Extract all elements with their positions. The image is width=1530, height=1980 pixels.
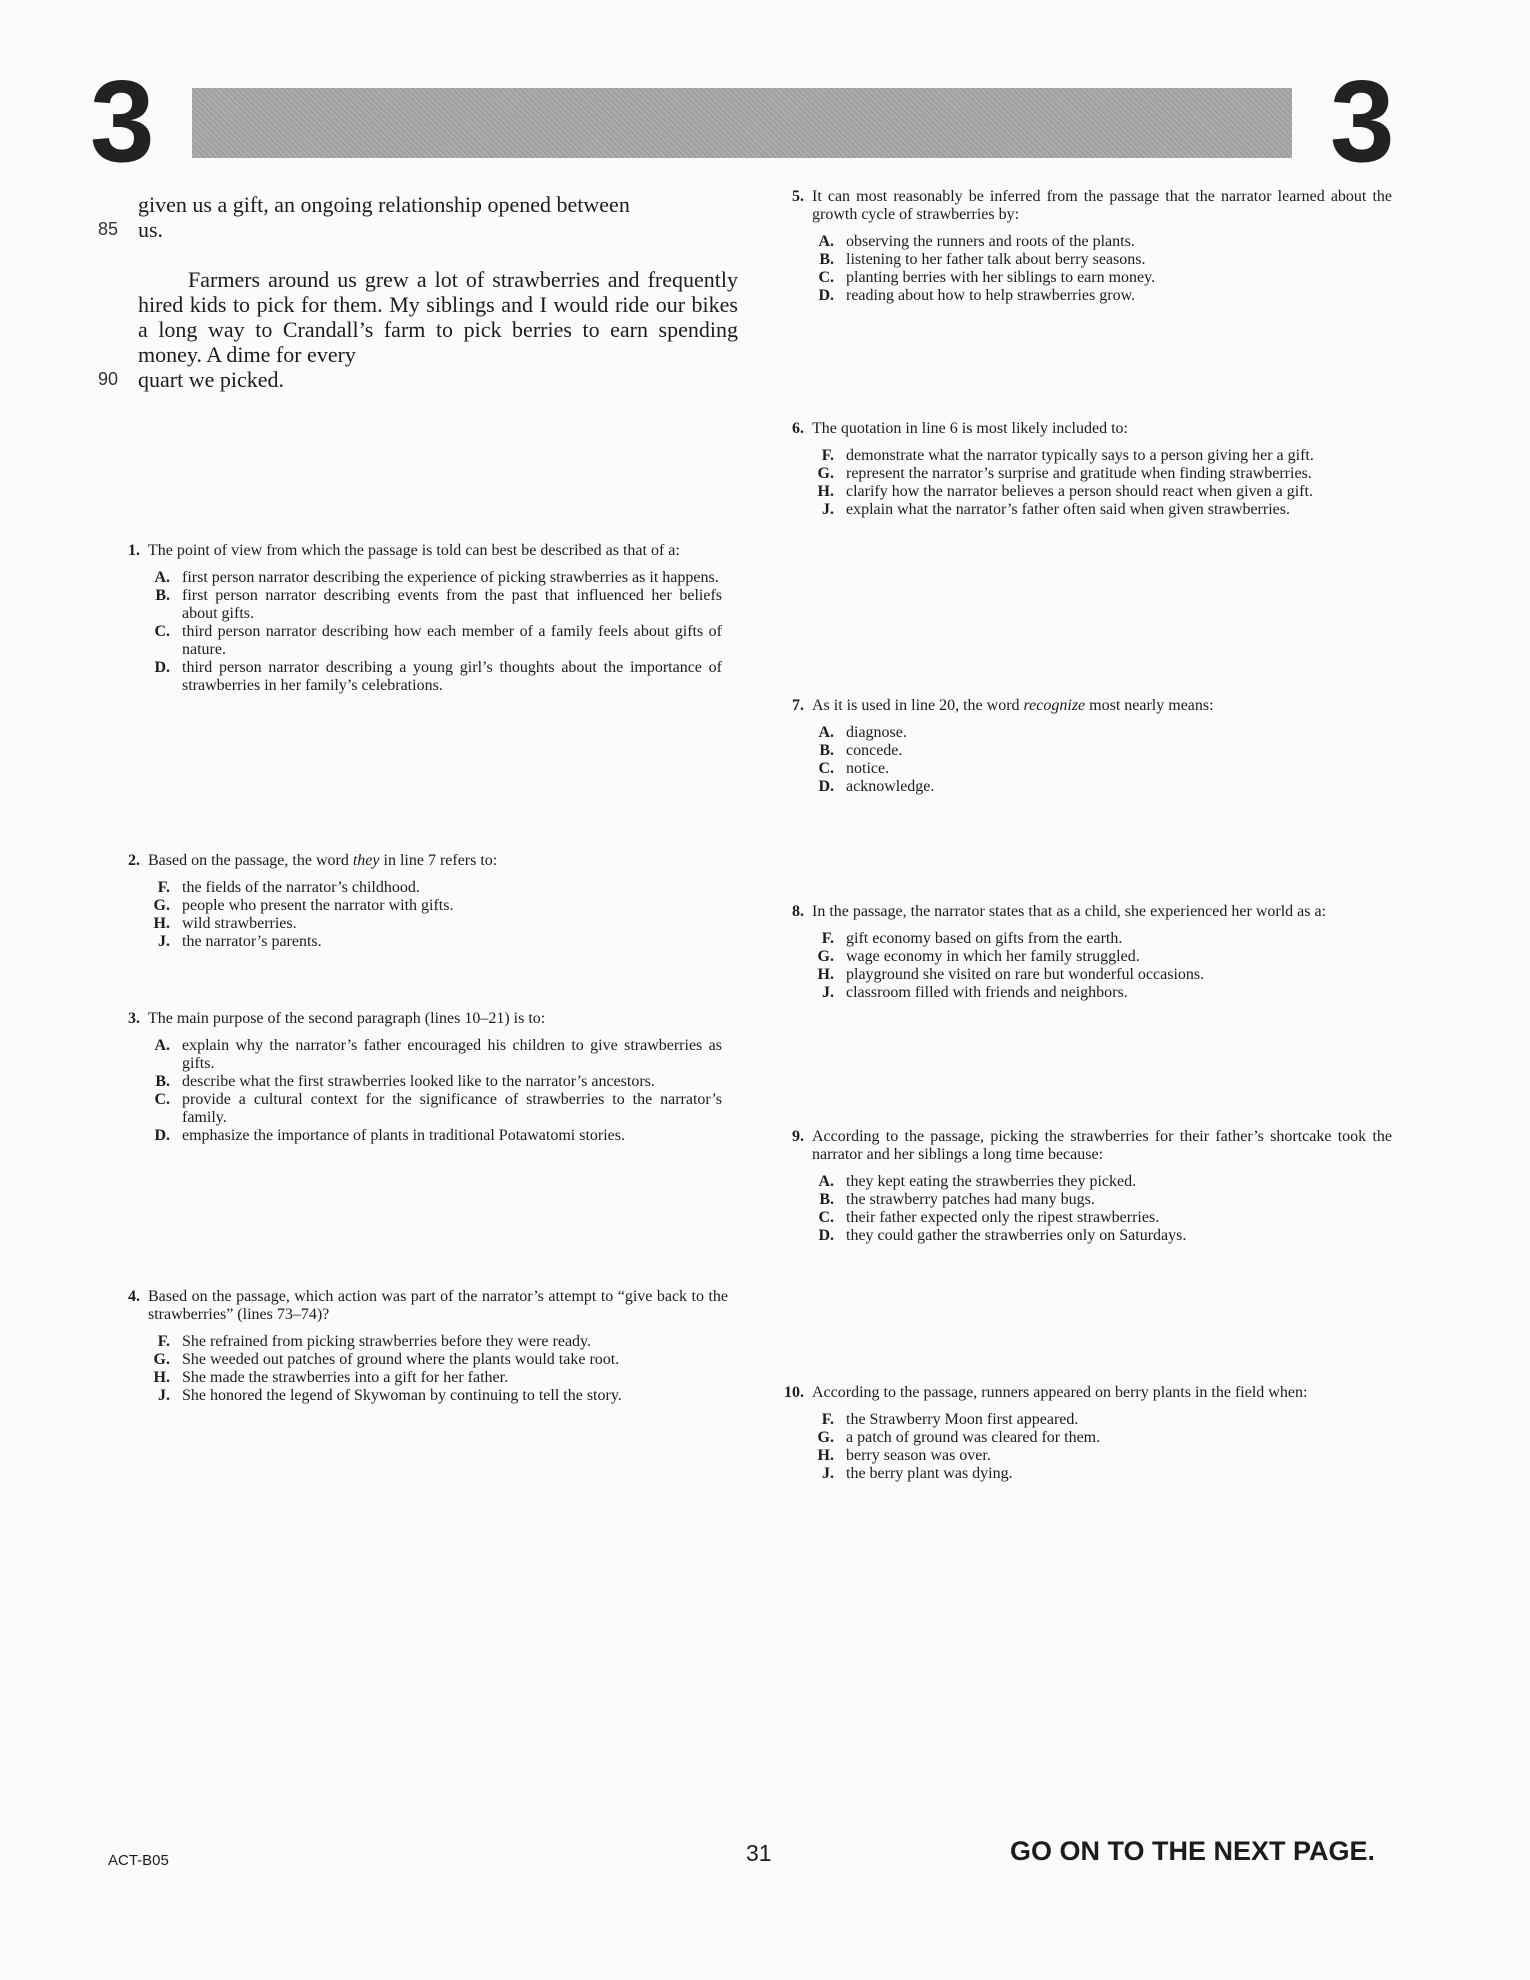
option-letter: B. [819, 742, 834, 759]
passage-line [98, 367, 728, 392]
option-text: first person narrator describing events from the past that influenced her beliefs about gifts. [182, 587, 722, 622]
question-stem: Based on the passage, the word they in line 7 refers to: [148, 852, 498, 869]
question-4 [108, 1288, 728, 1405]
option-text: describe what the first strawberries looked like to the narrator’s ancestors. [182, 1073, 655, 1090]
answer-option-C[interactable] [772, 1209, 1392, 1227]
question-7 [772, 697, 1392, 796]
option-letter: B. [819, 251, 834, 268]
option-text: represent the narrator’s surprise and gratitude when finding strawberries. [846, 465, 1312, 482]
option-letter: J. [158, 1387, 170, 1404]
option-letter: C. [154, 623, 170, 640]
answer-option-C[interactable] [772, 269, 1392, 287]
passage-paragraph [108, 267, 738, 367]
answer-option-H[interactable] [772, 966, 1392, 984]
option-letter: C. [154, 1091, 170, 1108]
answer-options [108, 569, 728, 695]
question-9 [772, 1128, 1392, 1245]
option-letter: D. [154, 1127, 170, 1144]
option-letter: B. [155, 1073, 170, 1090]
option-text: She weeded out patches of ground where the plants would take root. [182, 1351, 620, 1368]
option-text: their father expected only the ripest strawberries. [846, 1209, 1160, 1226]
question-3 [108, 1010, 728, 1145]
answer-option-B[interactable] [772, 1191, 1392, 1209]
option-text: explain why the narrator’s father encouraged his children to give strawberries as gifts. [182, 1037, 722, 1072]
answer-option-B[interactable] [772, 742, 1392, 760]
question-number: 6. [792, 420, 804, 437]
option-text: reading about how to help strawberries grow. [846, 287, 1136, 304]
section-number-right: 3 [1330, 56, 1395, 186]
answer-option-H[interactable] [108, 1369, 728, 1387]
answer-options [772, 1173, 1392, 1245]
section-header-bar [192, 88, 1292, 158]
option-text: they could gather the strawberries only on Saturdays. [846, 1227, 1187, 1244]
section-number-left: 3 [90, 56, 155, 186]
answer-option-D[interactable] [108, 659, 728, 695]
answer-option-F[interactable] [772, 447, 1392, 465]
question-stem: The quotation in line 6 is most likely included to: [812, 420, 1128, 437]
answer-option-G[interactable] [108, 1351, 728, 1369]
option-letter: A. [818, 233, 834, 250]
option-text: playground she visited on rare but wonderful occasions. [846, 966, 1205, 983]
answer-option-F[interactable] [108, 879, 728, 897]
option-letter: G. [153, 897, 170, 914]
answer-option-F[interactable] [772, 930, 1392, 948]
question-1 [108, 542, 728, 695]
option-text: a patch of ground was cleared for them. [846, 1429, 1101, 1446]
option-letter: A. [154, 1037, 170, 1054]
option-letter: H. [817, 1447, 834, 1464]
answer-option-C[interactable] [772, 760, 1392, 778]
answer-option-D[interactable] [772, 1227, 1392, 1245]
option-letter: F. [821, 1411, 834, 1428]
answer-options [772, 930, 1392, 1002]
answer-option-J[interactable] [772, 501, 1392, 519]
question-number: 7. [792, 697, 804, 714]
answer-option-A[interactable] [772, 1173, 1392, 1191]
option-letter: D. [154, 659, 170, 676]
answer-option-A[interactable] [108, 1037, 728, 1073]
option-text: emphasize the importance of plants in traditional Potawatomi stories. [182, 1127, 625, 1144]
question-number: 1. [128, 542, 140, 559]
question-stem: According to the passage, runners appeared on berry plants in the field when: [812, 1384, 1308, 1401]
option-text: people who present the narrator with gifts. [182, 897, 454, 914]
answer-option-D[interactable] [772, 287, 1392, 305]
question-stem: According to the passage, picking the strawberries for their father’s shortcake took the narrator and her siblings a long time because: [812, 1128, 1392, 1163]
question-number: 3. [128, 1010, 140, 1027]
option-letter: H. [153, 915, 170, 932]
option-text: explain what the narrator’s father often said when given strawberries. [846, 501, 1290, 518]
answer-options [108, 1037, 728, 1145]
question-8 [772, 903, 1392, 1002]
option-letter: A. [154, 569, 170, 586]
option-letter: F. [157, 879, 170, 896]
test-form-code: ACT-B05 [108, 1852, 169, 1869]
answer-option-F[interactable] [108, 1333, 728, 1351]
answer-option-B[interactable] [108, 587, 728, 623]
passage-text: us. [138, 217, 164, 242]
option-letter: F. [821, 447, 834, 464]
option-text: classroom filled with friends and neighbors. [846, 984, 1128, 1001]
question-stem: It can most reasonably be inferred from the passage that the narrator learned about the growth cycle of strawberries by: [812, 188, 1392, 223]
answer-option-J[interactable] [108, 933, 728, 951]
option-text: notice. [846, 760, 890, 777]
answer-option-A[interactable] [108, 569, 728, 587]
question-stem: In the passage, the narrator states that as a child, she experienced her world as a: [812, 903, 1327, 920]
question-stem: Based on the passage, which action was part of the narrator’s attempt to “give back to the strawberries” (lines 73–74)? [148, 1288, 728, 1323]
answer-option-C[interactable] [108, 1091, 728, 1127]
option-letter: G. [817, 465, 834, 482]
option-text: berry season was over. [846, 1447, 991, 1464]
question-number: 4. [128, 1288, 140, 1305]
answer-option-G[interactable] [772, 465, 1392, 483]
passage-text: Farmers around us grew a lot of strawberries and frequently hired kids to pick for them. My siblings and I would ride our bikes a long way to Crandall’s farm to pick berries to earn spending money. A dime for every [138, 267, 738, 367]
answer-option-H[interactable] [108, 915, 728, 933]
answer-option-D[interactable] [772, 778, 1392, 796]
option-text: provide a cultural context for the significance of strawberries to the narrator’s family. [182, 1091, 722, 1126]
question-stem: As it is used in line 20, the word recognize most nearly means: [812, 697, 1214, 714]
option-text: the berry plant was dying. [846, 1465, 1013, 1482]
question-number: 5. [792, 188, 804, 205]
option-text: third person narrator describing a young girl’s thoughts about the importance of strawberries in her family’s celebrations. [182, 659, 722, 694]
option-letter: F. [157, 1333, 170, 1350]
answer-option-B[interactable] [108, 1073, 728, 1091]
option-text: wild strawberries. [182, 915, 297, 932]
option-text: first person narrator describing the experience of picking strawberries as it happens. [182, 569, 719, 586]
option-text: they kept eating the strawberries they picked. [846, 1173, 1137, 1190]
answer-option-G[interactable] [772, 948, 1392, 966]
question-5 [772, 188, 1392, 305]
option-letter: J. [822, 1465, 834, 1482]
option-text: demonstrate what the narrator typically says to a person giving her a gift. [846, 447, 1314, 464]
option-text: the narrator’s parents. [182, 933, 322, 950]
answer-option-A[interactable] [772, 233, 1392, 251]
answer-options [108, 1333, 728, 1405]
answer-option-J[interactable] [108, 1387, 728, 1405]
option-text: planting berries with her siblings to earn money. [846, 269, 1156, 286]
answer-option-F[interactable] [772, 1411, 1392, 1429]
option-text: wage economy in which her family struggled. [846, 948, 1140, 965]
option-text: observing the runners and roots of the plants. [846, 233, 1135, 250]
option-letter: H. [817, 966, 834, 983]
option-letter: B. [819, 1191, 834, 1208]
option-letter: G. [817, 948, 834, 965]
option-text: diagnose. [846, 724, 907, 741]
option-text: the strawberry patches had many bugs. [846, 1191, 1095, 1208]
line-number: 85 [98, 219, 119, 239]
answer-option-A[interactable] [772, 724, 1392, 742]
option-text: listening to her father talk about berry seasons. [846, 251, 1146, 268]
answer-option-D[interactable] [108, 1127, 728, 1145]
question-stem: The point of view from which the passage is told can best be described as that of a: [148, 542, 680, 559]
option-letter: C. [818, 1209, 834, 1226]
question-number: 2. [128, 852, 140, 869]
question-number: 9. [792, 1128, 804, 1145]
option-letter: A. [818, 724, 834, 741]
option-letter: C. [818, 269, 834, 286]
answer-options [772, 447, 1392, 519]
answer-option-J[interactable] [772, 1465, 1392, 1483]
question-10 [772, 1384, 1392, 1483]
line-number: 90 [98, 369, 119, 389]
option-letter: C. [818, 760, 834, 777]
option-letter: G. [153, 1351, 170, 1368]
question-stem: The main purpose of the second paragraph (lines 10–21) is to: [148, 1010, 546, 1027]
option-letter: J. [822, 501, 834, 518]
option-text: acknowledge. [846, 778, 935, 795]
passage-excerpt [98, 192, 738, 392]
option-letter: J. [158, 933, 170, 950]
passage-line [108, 192, 728, 217]
option-letter: D. [818, 1227, 834, 1244]
option-letter: J. [822, 984, 834, 1001]
question-number: 10. [784, 1384, 804, 1401]
answer-options [772, 1411, 1392, 1483]
option-letter: A. [818, 1173, 834, 1190]
answer-option-B[interactable] [772, 251, 1392, 269]
answer-options [772, 233, 1392, 305]
option-text: concede. [846, 742, 903, 759]
option-letter: D. [818, 778, 834, 795]
question-2 [108, 852, 728, 951]
answer-option-C[interactable] [108, 623, 728, 659]
passage-text: given us a gift, an ongoing relationship opened between [138, 192, 630, 217]
left-column [98, 192, 738, 392]
option-text: She honored the legend of Skywoman by continuing to tell the story. [182, 1387, 622, 1404]
option-letter: F. [821, 930, 834, 947]
answer-option-G[interactable] [772, 1429, 1392, 1447]
answer-options [108, 879, 728, 951]
question-6 [772, 420, 1392, 519]
passage-text: quart we picked. [138, 367, 284, 392]
option-text: gift economy based on gifts from the earth. [846, 930, 1123, 947]
option-letter: G. [817, 1429, 834, 1446]
answer-option-G[interactable] [108, 897, 728, 915]
option-text: the fields of the narrator’s childhood. [182, 879, 420, 896]
option-letter: B. [155, 587, 170, 604]
go-on-notice: GO ON TO THE NEXT PAGE. [1010, 1836, 1376, 1866]
answer-option-H[interactable] [772, 1447, 1392, 1465]
page-number: 31 [746, 1840, 772, 1866]
option-text: She refrained from picking strawberries before they were ready. [182, 1333, 591, 1350]
answer-option-H[interactable] [772, 483, 1392, 501]
option-letter: H. [153, 1369, 170, 1386]
passage-line [98, 217, 728, 242]
answer-option-J[interactable] [772, 984, 1392, 1002]
option-letter: H. [817, 483, 834, 500]
option-text: She made the strawberries into a gift for her father. [182, 1369, 509, 1386]
option-text: clarify how the narrator believes a person should react when given a gift. [846, 483, 1313, 500]
question-number: 8. [792, 903, 804, 920]
option-text: third person narrator describing how each member of a family feels about gifts of nature. [182, 623, 722, 658]
option-text: the Strawberry Moon first appeared. [846, 1411, 1079, 1428]
answer-options [772, 724, 1392, 796]
option-letter: D. [818, 287, 834, 304]
